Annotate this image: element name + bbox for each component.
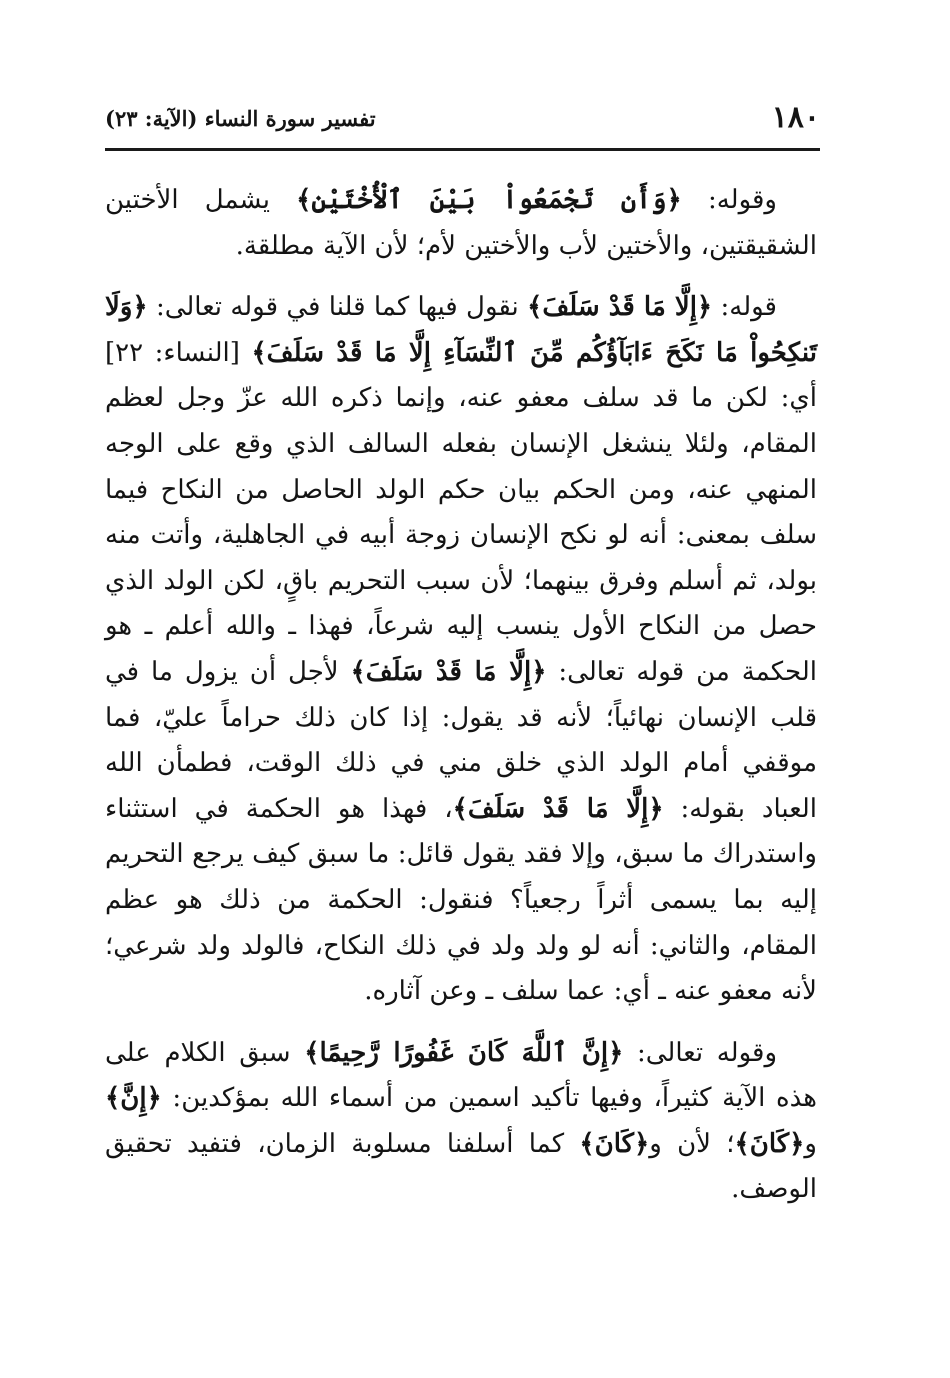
quran-verse: ﴿وَلَا تَنكِحُواْ مَا نَكَحَ ءَابَآؤُكُم مِّنَ ٱلنِّسَآءِ إِلَّا مَا قَدْ سَلَفَ﴾ [105,292,818,368]
body-text: يشمل الأختين الشقيقتين، والأختين لأب والأختين لأم؛ لأن الآية مطلقة. [105,185,817,261]
quran-verse: ﴿كَانَ﴾ [734,1128,805,1159]
body-text: لأجل أن يزول ما في قلب الإنسان نهائياً؛ لأنه قد يقول: إذا كان ذلك حراماً عليّ، فما موقفي أمام الولد الذي خلق مني في ذلك الوقت، فطمأن الله العباد بقوله: [105,656,817,824]
running-title: تفسير سورة النساء (الآية: ٢٣) [105,106,376,131]
body-text: [النساء: ٢٢] أي: لكن ما قد سلف معفو عنه، وإنما ذكره الله عزّ وجل لعظم المقام، ولئلا ينشغل الإنسان بفعله السالف الذي وقع على الوجه المنهي عنه، ومن الحكم بيان حكم الولد الحاصل من النكاح فيما سلف بمعنى: أنه لو نكح الإنسان زوجة أبيه في الجاهلية، وأتت منه بولد، ثم أسلم وفرق بينهما؛ لأن سبب التحريم باقٍ، لكن الولد الذي حصل من النكاح الأول ينسب إليه شرعاً، فهذا ـ والله أعلم ـ هو الحكمة من قوله تعالى: [105,337,817,687]
quran-verse: ﴿إِلَّا مَا قَدْ سَلَفَ﴾ [452,793,664,824]
paragraph-1 [105,178,817,269]
quran-verse: ﴿إِنَّ ٱللَّهَ كَانَ غَفُورًا رَّحِيمًا﴾ [304,1037,624,1068]
paragraph-3 [105,1031,817,1213]
body-text: كما أسلفنا مسلوبة الزمان، فتفيد تحقيق الوصف. [105,1128,817,1205]
header-divider [105,148,820,151]
body-text: وقوله: [681,185,777,215]
body-text: ؛ لأن و [649,1128,735,1159]
body-text: سبق الكلام على هذه الآية كثيراً، وفيها تأكيد اسمين من أسماء الله بمؤكدين: [105,1037,817,1114]
quran-verse: ﴿إِلَّا مَا قَدْ سَلَفَ﴾ [350,656,547,687]
quran-verse: ﴿إِلَّا مَا قَدْ سَلَفَ﴾ [527,292,713,323]
body-text: نقول فيها كما قلنا في قوله تعالى: [147,292,528,323]
page-header [105,96,820,144]
body-text: قوله: [712,292,777,323]
quran-verse: ﴿إِنَّ﴾ [105,1083,162,1114]
quran-verse: ﴿وَأَن تَجْمَعُواْ بَيْنَ ٱلْأُخْتَيْنِ﴾ [296,185,682,215]
body-text: وقوله تعالى: [623,1037,777,1068]
body-text: و [804,1128,817,1159]
page-body [105,178,817,1213]
paragraph-2 [105,285,817,1015]
quran-verse: ﴿كَانَ﴾ [579,1128,650,1159]
page-number: ١٨٠ [771,100,820,135]
body-text: ، فهذا هو الحكمة في استثناء واستدراك ما سبق، وإلا فقد يقول قائل: ما سبق كيف يرجع التحريم إليه بما يسمى أثراً رجعياً؟ فنقول: الحكمة من ذلك هو عظم المقام، والثاني: أنه لو ولد ولد في ذلك النكاح، فالولد ولد شرعي؛ لأنه معفو عنه ـ أي: عما سلف ـ وعن آثاره. [105,793,817,1007]
